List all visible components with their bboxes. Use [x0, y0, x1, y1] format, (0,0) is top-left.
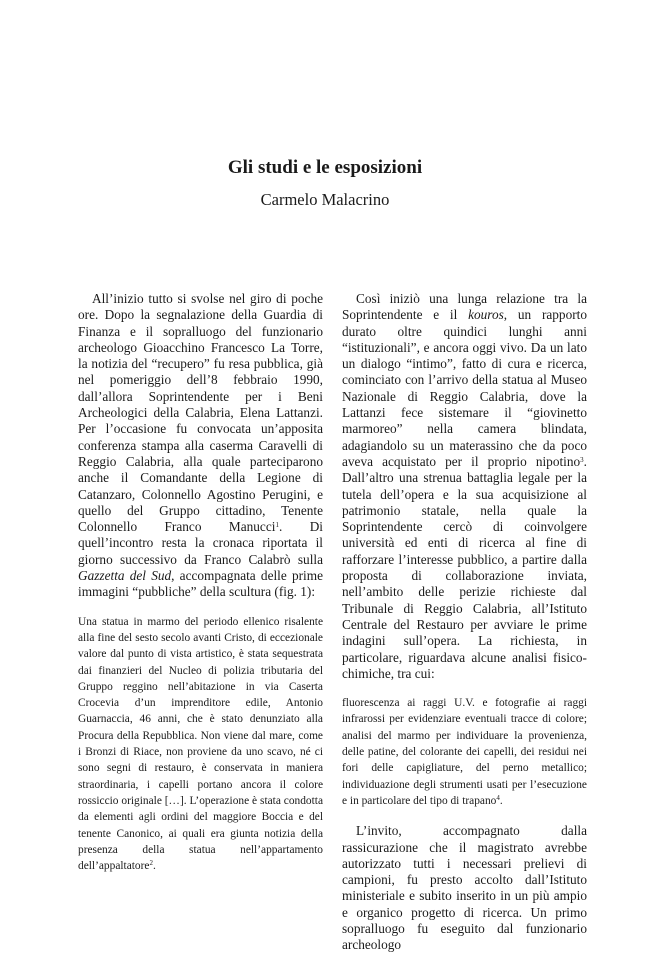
footnote-ref: 2 [149, 859, 153, 868]
body-paragraph: L’invito, accompagnato dalla rassicurazione che il magistrato avrebbe autorizzato tutti i necessari prelievi di campioni, fu presto accolto dall’Istituto ministeriale e subito inserito in un più ampio e organico progetto di ricerca. Un primo sopralluogo fu eseguito dal funzionario archeologo [342, 823, 587, 953]
body-paragraph: All’inizio tutto si svolse nel giro di poche ore. Dopo la segnalazione della Guardia di Finanza e il sopralluogo del funzionario archeologo Gioacchino Francesco La Torre, la notizia del “recupero” fu resa pubblica, già nel pomeriggio dell’8 febbraio 1990, dall’allora Soprintendente per i Beni Archeologici della Calabria, Elena Lattanzi. Per l’occasione fu convocata un’apposita conferenza stampa alla caserma Caravelli di Reggio Calabria, alla quale parteciparono anche il Comandante della Legione di Catanzaro, Colonnello Agostino Perugini, e quello del Gruppo cittadino, Tenente Colonnello Franco Manucci$^1$. Di quell’incontro resta la cronaca riportata il giorno successivo da Franco Calabrò sulla Gazzetta del Sud, accompagnata delle prime immagini “pubbliche” della scultura (fig. 1): [78, 291, 324, 600]
footnote-ref: 3 [580, 455, 584, 464]
left-column [78, 291, 323, 874]
page-title: Gli studi e le esposizioni [227, 157, 423, 178]
newspaper-title: Gazzetta del Sud [78, 568, 172, 584]
author-name: Carmelo Malacrino [260, 190, 390, 209]
footnote-ref: 4 [496, 793, 500, 802]
body-paragraph: Così iniziò una lunga relazione tra la Soprintendente e il kouros, un rapporto durato oltre quindici lunghi anni “istituzionali”, e ancora oggi vivo. Da un lato un dialogo “intimo”, fatto di cura e ricerca, cominciato con l’arrivo della statua al Museo Nazionale di Reggio Calabria, dove la Lattanzi fece sistemare il “giovinetto marmoreo” nella camera blindata, adagiandolo su un materassino che da poco aveva acquistato per il proprio nipotino$^3$. Dall’altro una strenua battaglia legale per la tutela dell’opera e la sua acquisizione al patrimonio statale, nella quale la Soprintendente cercò di coinvolgere università ed enti di ricerca al fine di rafforzare l’interesse pubblico, a partire dalla proposta di collaborazione inviata, nell’ambito delle perizie richieste dal Tribunale di Reggio Calabria, all’Istituto Centrale del Restauro per avviare le prime indagini sull’opera. La richiesta, in particolare, riguardava alcune analisi fisico-chimiche, tra cui: [342, 291, 587, 681]
right-column [342, 291, 587, 954]
block-quote: Una statua in marmo del periodo ellenico risalente alla fine del sesto secolo avanti Cristo, di eccezionale valore dal punto di vista artistico, è stata sequestrata dai finanzieri del Nucleo di polizia tributaria del Gruppo reggino nell’abitazione in via Caserta Crocevia d’un imprenditore edile, Antonio Guarnaccia, 46 anni, che è stato denunziato alla Procura della Repubblica. Non viene dal mare, come i Bronzi di Riace, non proviene da uno scavo, né ci sono segni di restauro, è conservata in maniera straordinaria, i capelli portano ancora il colore rossiccio originale […]. L’operazione è stata condotta da elementi agli ordini del maggiore Boccia e del tenente Canonico, ai quali era giunta notizia della presenza della statua nell’appartamento dell’appaltatore$^2$. [78, 615, 323, 873]
block-quote: fluorescenza ai raggi U.V. e fotografie ai raggi infrarossi per evidenziare eventuali tracce di colore; analisi del marmo per individuare la provenienza, delle patine, del colorante dei capelli, dei residui nei fori delle capigliature, del perno metallico; individuazione degli strumenti usati per l’esecuzione e in particolare del tipo di trapano$^4$. [342, 697, 587, 807]
footnote-ref: 1 [275, 521, 279, 530]
italic-term: kouros [468, 307, 504, 323]
